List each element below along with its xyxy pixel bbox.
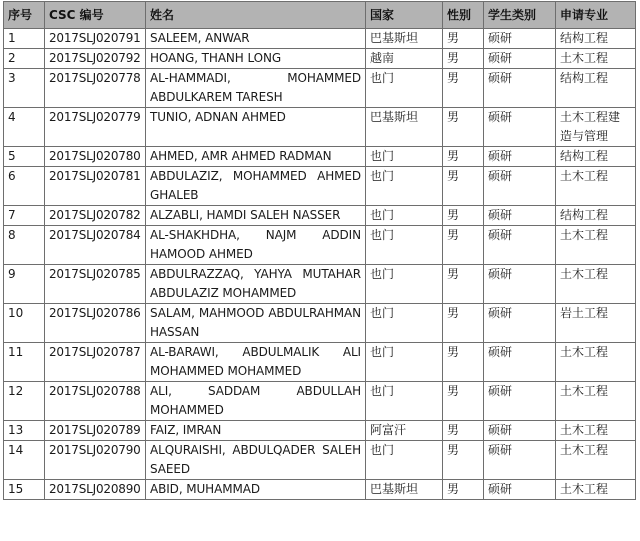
cell-serial-number: 14 <box>4 441 45 480</box>
cell-name <box>146 226 366 265</box>
cell-serial-number: 13 <box>4 421 45 441</box>
major-line: 土木工程 <box>560 384 609 398</box>
table-row <box>4 265 636 304</box>
cell-country: 也门 <box>366 343 443 382</box>
name-line: ALI, SADDAM ABDULLAH <box>150 384 361 398</box>
name-line: SALEEM, ANWAR <box>150 31 250 45</box>
cell-name <box>146 29 366 49</box>
cell-major <box>556 147 636 167</box>
cell-student-category: 硕研 <box>484 167 556 206</box>
cell-name <box>146 441 366 480</box>
cell-name <box>146 147 366 167</box>
header-row <box>4 2 636 29</box>
cell-csc-number: 2017SLJ020789 <box>45 421 146 441</box>
name-line: GHALEB <box>150 188 199 202</box>
table-row <box>4 29 636 49</box>
name-line: FAIZ, IMRAN <box>150 423 222 437</box>
cell-serial-number: 15 <box>4 480 45 500</box>
cell-serial-number: 10 <box>4 304 45 343</box>
name-line: SALAM, MAHMOOD ABDULRAHMAN <box>150 306 361 320</box>
cell-gender: 男 <box>443 441 484 480</box>
cell-serial-number: 3 <box>4 69 45 108</box>
name-line: ALZABLI, HAMDI SALEH NASSER <box>150 208 341 222</box>
name-line: ABDULRAZZAQ, YAHYA MUTAHAR <box>150 267 361 281</box>
student-admission-table <box>3 1 636 500</box>
major-line: 土木工程建 <box>560 110 621 124</box>
table-body <box>4 29 636 500</box>
cell-major <box>556 343 636 382</box>
table-row <box>4 480 636 500</box>
table-row <box>4 343 636 382</box>
cell-country: 也门 <box>366 304 443 343</box>
header-major: 申请专业 <box>556 2 636 29</box>
major-line: 土木工程 <box>560 228 609 242</box>
cell-student-category: 硕研 <box>484 265 556 304</box>
cell-country: 也门 <box>366 167 443 206</box>
cell-serial-number: 9 <box>4 265 45 304</box>
cell-serial-number: 11 <box>4 343 45 382</box>
cell-gender: 男 <box>443 421 484 441</box>
major-line: 土木工程 <box>560 423 609 437</box>
major-line: 结构工程 <box>560 31 609 45</box>
cell-csc-number: 2017SLJ020792 <box>45 49 146 69</box>
name-line: ABDULAZIZ, MOHAMMED AHMED <box>150 169 361 183</box>
cell-name <box>146 480 366 500</box>
cell-student-category: 硕研 <box>484 382 556 421</box>
cell-csc-number: 2017SLJ020781 <box>45 167 146 206</box>
table-row <box>4 441 636 480</box>
cell-csc-number: 2017SLJ020786 <box>45 304 146 343</box>
cell-country: 巴基斯坦 <box>366 480 443 500</box>
cell-student-category: 硕研 <box>484 226 556 265</box>
major-line: 土木工程 <box>560 345 609 359</box>
cell-csc-number: 2017SLJ020791 <box>45 29 146 49</box>
cell-country: 也门 <box>366 382 443 421</box>
cell-student-category: 硕研 <box>484 49 556 69</box>
cell-csc-number: 2017SLJ020779 <box>45 108 146 147</box>
major-line: 土木工程 <box>560 267 609 281</box>
cell-country: 也门 <box>366 265 443 304</box>
cell-csc-number: 2017SLJ020788 <box>45 382 146 421</box>
cell-major <box>556 421 636 441</box>
cell-major <box>556 108 636 147</box>
cell-major <box>556 49 636 69</box>
cell-serial-number: 5 <box>4 147 45 167</box>
cell-country: 也门 <box>366 147 443 167</box>
cell-gender: 男 <box>443 206 484 226</box>
table-row <box>4 206 636 226</box>
name-line: MOHAMMED MOHAMMED <box>150 364 302 378</box>
header-country: 国家 <box>366 2 443 29</box>
cell-serial-number: 2 <box>4 49 45 69</box>
table-row <box>4 226 636 265</box>
cell-student-category: 硕研 <box>484 206 556 226</box>
cell-major <box>556 226 636 265</box>
cell-country: 阿富汗 <box>366 421 443 441</box>
cell-csc-number: 2017SLJ020790 <box>45 441 146 480</box>
cell-gender: 男 <box>443 226 484 265</box>
cell-country: 也门 <box>366 206 443 226</box>
cell-student-category: 硕研 <box>484 343 556 382</box>
cell-csc-number: 2017SLJ020778 <box>45 69 146 108</box>
cell-serial-number: 12 <box>4 382 45 421</box>
table-row <box>4 108 636 147</box>
major-line: 结构工程 <box>560 71 609 85</box>
name-line: SAEED <box>150 462 190 476</box>
name-line: ABID, MUHAMMAD <box>150 482 260 496</box>
header-gender: 性别 <box>443 2 484 29</box>
cell-name <box>146 108 366 147</box>
cell-major <box>556 29 636 49</box>
name-line: HAMOOD AHMED <box>150 247 253 261</box>
name-line: AL-SHAKHDHA, NAJM ADDIN <box>150 228 361 242</box>
name-line: HOANG, THANH LONG <box>150 51 282 65</box>
cell-student-category: 硕研 <box>484 29 556 49</box>
cell-student-category: 硕研 <box>484 441 556 480</box>
table-row <box>4 421 636 441</box>
cell-name <box>146 167 366 206</box>
cell-major <box>556 480 636 500</box>
cell-country: 越南 <box>366 49 443 69</box>
cell-major <box>556 206 636 226</box>
cell-serial-number: 4 <box>4 108 45 147</box>
major-line: 土木工程 <box>560 51 609 65</box>
table-row <box>4 167 636 206</box>
cell-gender: 男 <box>443 480 484 500</box>
name-line: AHMED, AMR AHMED RADMAN <box>150 149 332 163</box>
cell-csc-number: 2017SLJ020787 <box>45 343 146 382</box>
cell-country: 也门 <box>366 441 443 480</box>
cell-major <box>556 441 636 480</box>
header-csc-number: CSC 编号 <box>45 2 146 29</box>
header-student-category: 学生类别 <box>484 2 556 29</box>
header-serial-number: 序号 <box>4 2 45 29</box>
table-row <box>4 304 636 343</box>
major-line: 土木工程 <box>560 482 609 496</box>
cell-student-category: 硕研 <box>484 304 556 343</box>
name-line: ALQURAISHI, ABDULQADER SALEH <box>150 443 361 457</box>
table-row <box>4 49 636 69</box>
cell-csc-number: 2017SLJ020784 <box>45 226 146 265</box>
name-line: AL-BARAWI, ABDULMALIK ALI <box>150 345 361 359</box>
major-line: 土木工程 <box>560 169 609 183</box>
cell-name <box>146 69 366 108</box>
cell-gender: 男 <box>443 147 484 167</box>
table-row <box>4 382 636 421</box>
major-line: 结构工程 <box>560 208 609 222</box>
major-line: 土木工程 <box>560 443 609 457</box>
cell-country: 巴基斯坦 <box>366 108 443 147</box>
cell-gender: 男 <box>443 167 484 206</box>
major-line: 岩土工程 <box>560 306 609 320</box>
cell-csc-number: 2017SLJ020780 <box>45 147 146 167</box>
cell-serial-number: 7 <box>4 206 45 226</box>
name-line: MOHAMMED <box>150 403 224 417</box>
cell-serial-number: 1 <box>4 29 45 49</box>
name-line: HASSAN <box>150 325 200 339</box>
header-name: 姓名 <box>146 2 366 29</box>
cell-serial-number: 6 <box>4 167 45 206</box>
cell-gender: 男 <box>443 382 484 421</box>
cell-name <box>146 382 366 421</box>
cell-major <box>556 265 636 304</box>
name-line: ABDULAZIZ MOHAMMED <box>150 286 297 300</box>
cell-gender: 男 <box>443 108 484 147</box>
cell-gender: 男 <box>443 265 484 304</box>
cell-name <box>146 421 366 441</box>
cell-name <box>146 343 366 382</box>
cell-name <box>146 206 366 226</box>
cell-gender: 男 <box>443 343 484 382</box>
cell-major <box>556 382 636 421</box>
cell-gender: 男 <box>443 69 484 108</box>
cell-gender: 男 <box>443 304 484 343</box>
cell-student-category: 硕研 <box>484 69 556 108</box>
cell-major <box>556 304 636 343</box>
cell-major <box>556 69 636 108</box>
major-line: 造与管理 <box>560 129 609 143</box>
cell-major <box>556 167 636 206</box>
cell-serial-number: 8 <box>4 226 45 265</box>
table-row <box>4 69 636 108</box>
cell-student-category: 硕研 <box>484 108 556 147</box>
cell-name <box>146 265 366 304</box>
cell-student-category: 硕研 <box>484 147 556 167</box>
cell-gender: 男 <box>443 49 484 69</box>
cell-csc-number: 2017SLJ020890 <box>45 480 146 500</box>
cell-student-category: 硕研 <box>484 421 556 441</box>
name-line: AL-HAMMADI, MOHAMMED <box>150 71 361 85</box>
name-line: ABDULKAREM TARESH <box>150 90 283 104</box>
major-line: 结构工程 <box>560 149 609 163</box>
cell-csc-number: 2017SLJ020785 <box>45 265 146 304</box>
cell-name <box>146 49 366 69</box>
cell-country: 巴基斯坦 <box>366 29 443 49</box>
cell-name <box>146 304 366 343</box>
table-row <box>4 147 636 167</box>
cell-student-category: 硕研 <box>484 480 556 500</box>
cell-country: 也门 <box>366 69 443 108</box>
cell-country: 也门 <box>366 226 443 265</box>
cell-csc-number: 2017SLJ020782 <box>45 206 146 226</box>
name-line: TUNIO, ADNAN AHMED <box>150 110 286 124</box>
cell-gender: 男 <box>443 29 484 49</box>
